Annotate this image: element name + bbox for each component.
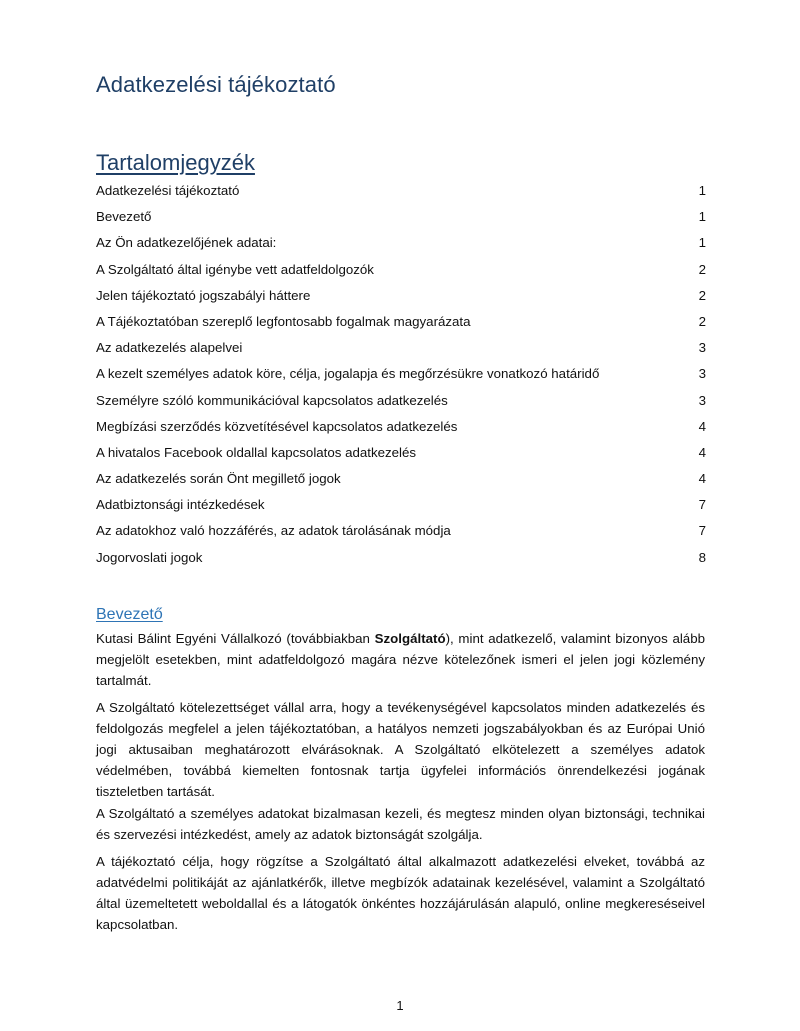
toc-entry[interactable] [96, 391, 706, 417]
intro-paragraph [96, 628, 705, 691]
toc-entry-page: 2 [698, 287, 706, 303]
toc-entry[interactable] [96, 181, 706, 207]
paragraph-text: ), mint adatkezelő, valamint bizonyos alább megjelölt esetekben, mint adatfeldolgozó magára nézve kötelezőnek ismeri el jelen jogi közlemény tartalmát. [96, 631, 705, 688]
toc-entry-page: 2 [698, 261, 706, 277]
toc-entry[interactable] [96, 286, 706, 312]
toc-entry-label: A Szolgáltató által igénybe vett adatfeldolgozók [96, 261, 374, 277]
toc-entry-label: Jogorvoslati jogok [96, 549, 203, 565]
bold-term: Szolgáltató [374, 631, 446, 646]
document-title: Adatkezelési tájékoztató [96, 72, 336, 97]
toc-entry-label: Az adatkezelés alapelvei [96, 340, 243, 356]
intro-paragraph: A Szolgáltató kötelezettséget vállal arra, hogy a tevékenységével kapcsolatos minden adatkezelés és feldolgozás megfelel a jelen tájékoztatóban, a hatályos nemzeti jogszabályokban és az Európai Unió jogi aktusaiban meghatározott elvárásoknak. A Szolgáltató elkötelezett a személyes adatok védelmében, továbbá kiemelten fontosnak tartja ügyfelei információs önrendelkezési jogának tiszteletben tartását. [96, 700, 705, 799]
toc-entry-label: Az adatokhoz való hozzáférés, az adatok tárolásának módja [96, 523, 451, 539]
toc-entry-page: 4 [698, 418, 706, 434]
toc-entry-page: 4 [698, 444, 706, 460]
toc-entry[interactable] [96, 260, 706, 286]
toc-entry-label: Az Ön adatkezelőjének adatai: [96, 235, 277, 251]
toc-entry[interactable] [96, 364, 706, 390]
toc-entry[interactable] [96, 548, 706, 574]
toc-entry[interactable] [96, 338, 706, 364]
toc-entry[interactable] [96, 495, 706, 521]
toc-entry-page: 3 [698, 340, 706, 356]
toc-entry[interactable] [96, 233, 706, 259]
toc-entry[interactable] [96, 207, 706, 233]
toc-heading: Tartalomjegyzék [96, 150, 255, 175]
page-number: 1 [396, 998, 404, 1013]
intro-paragraph: A Szolgáltató a személyes adatokat bizalmasan kezeli, és megtesz minden olyan biztonsági, technikai és szervezési intézkedést, amely az adatok biztonságát szolgálja. [96, 806, 705, 842]
table-of-contents [96, 181, 706, 574]
toc-entry-label: Az adatkezelés során Önt megillető jogok [96, 471, 341, 487]
toc-entry-page: 4 [698, 471, 706, 487]
toc-entry-label: A hivatalos Facebook oldallal kapcsolatos adatkezelés [96, 444, 417, 460]
toc-entry-label: Személyre szóló kommunikációval kapcsolatos adatkezelés [96, 392, 448, 408]
toc-entry-page: 3 [698, 392, 706, 408]
toc-entry-page: 1 [698, 183, 706, 198]
toc-entry-label: A Tájékoztatóban szereplő legfontosabb fogalmak magyarázata [96, 313, 471, 329]
section-heading-intro[interactable]: Bevezető [96, 606, 163, 623]
toc-entry-page: 7 [698, 523, 706, 539]
toc-entry-label: Jelen tájékoztató jogszabályi háttere [96, 287, 311, 303]
toc-entry-page: 7 [698, 497, 706, 513]
toc-entry-label: A kezelt személyes adatok köre, célja, jogalapja és megőrzésükre vonatkozó határidő [96, 366, 600, 382]
toc-entry[interactable] [96, 521, 706, 547]
paragraph-text: Kutasi Bálint Egyéni Vállalkozó (továbbiakban [96, 631, 375, 646]
toc-entry[interactable] [96, 469, 706, 495]
toc-entry[interactable] [96, 312, 706, 338]
toc-entry-label: Megbízási szerződés közvetítésével kapcsolatos adatkezelés [96, 418, 458, 434]
toc-entry-label: Adatbiztonsági intézkedések [96, 497, 265, 513]
intro-paragraph: A tájékoztató célja, hogy rögzítse a Szolgáltató által alkalmazott adatkezelési elveket, továbbá az adatvédelmi politikáját az ajánlatkérők, illetve megbízók adatainak kezelésével, valamint a Szolgáltató által üzemeltetett weboldallal és a látogatók önkéntes hozzájárulásán alapuló, online megkereséseivel kapcsolatban. [96, 854, 705, 932]
toc-entry-page: 8 [698, 549, 706, 565]
toc-entry[interactable] [96, 417, 706, 443]
toc-entry-page: 3 [698, 366, 706, 382]
toc-entry-label: Bevezető [96, 209, 152, 225]
toc-entry-label: Adatkezelési tájékoztató [96, 183, 240, 198]
toc-entry-page: 1 [698, 209, 706, 225]
toc-entry[interactable] [96, 443, 706, 469]
toc-entry-page: 1 [698, 235, 706, 251]
toc-entry-page: 2 [698, 313, 706, 329]
